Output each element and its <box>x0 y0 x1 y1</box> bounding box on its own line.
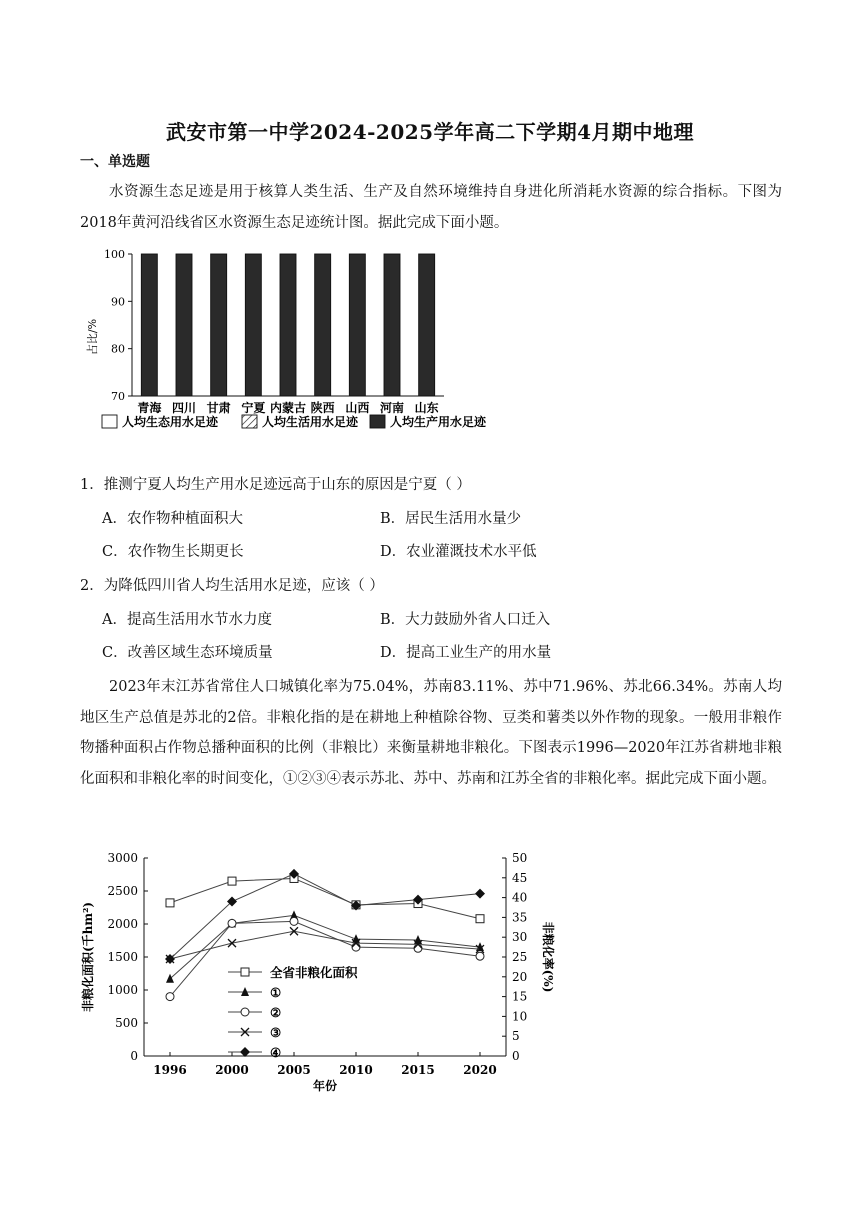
data-point <box>476 915 484 923</box>
question-2-option-c[interactable]: C．改善区域生态环境质量 <box>102 645 273 661</box>
question-2-option-b[interactable]: B．大力鼓励外省人口迁入 <box>380 612 551 628</box>
left-tick-label: 1500 <box>107 950 138 964</box>
data-point <box>166 899 174 907</box>
right-tick-label: 30 <box>512 930 528 945</box>
data-point <box>476 952 484 960</box>
legend-label: 全省非粮化面积 <box>270 965 358 980</box>
right-tick-label: 35 <box>512 910 528 925</box>
question-1-option-c[interactable]: C．农作物生长期更长 <box>102 544 244 560</box>
legend-label: ③ <box>270 1025 282 1040</box>
x-tick-label: 2000 <box>215 1063 249 1077</box>
x-tick-label: 内蒙古 <box>269 401 307 415</box>
bar-segment <box>280 254 296 396</box>
legend-label: ① <box>270 985 282 1000</box>
bar-segment <box>315 254 331 396</box>
x-tick-label: 2010 <box>339 1063 373 1077</box>
bar-segment <box>176 254 192 396</box>
bar-segment <box>245 254 261 396</box>
bar-segment <box>349 254 365 396</box>
question-2-option-d[interactable]: D．提高工业生产的用水量 <box>380 645 552 661</box>
question-1-option-a[interactable]: A．农作物种植面积大 <box>102 511 243 527</box>
x-tick-label: 2020 <box>463 1063 497 1077</box>
right-tick-label: 25 <box>512 950 528 964</box>
left-tick-label: 2500 <box>107 884 138 898</box>
section-heading: 一、单选题 <box>80 154 150 170</box>
data-point <box>475 889 485 899</box>
right-tick-label: 5 <box>512 1029 520 1044</box>
left-tick-label: 1000 <box>107 983 138 997</box>
x-tick-label: 甘肃 <box>206 401 231 415</box>
data-point <box>352 934 360 943</box>
right-axis-label: 非粮化率(%) <box>541 921 555 993</box>
data-point <box>352 943 360 951</box>
legend-label: 人均生活用水足迹 <box>262 415 359 429</box>
x-tick-label: 2015 <box>401 1063 435 1077</box>
left-tick-label: 3000 <box>107 851 138 865</box>
bar-segment <box>211 254 227 396</box>
data-point <box>414 944 422 952</box>
legend-marker <box>241 1008 249 1016</box>
x-tick-label: 四川 <box>171 401 197 415</box>
data-point <box>228 919 236 927</box>
right-tick-label: 50 <box>512 851 528 865</box>
question-1-stem: 1．推测宁夏人均生产用水足迹远高于山东的原因是宁夏（ ） <box>80 477 471 493</box>
y-tick-label: 90 <box>111 295 125 309</box>
question-1-option-d[interactable]: D．农业灌溉技术水平低 <box>380 544 537 560</box>
question-1-option-b[interactable]: B．居民生活用水量少 <box>380 511 522 527</box>
x-tick-label: 青海 <box>137 401 162 415</box>
x-tick-label: 山西 <box>345 401 370 415</box>
data-point <box>290 927 298 935</box>
data-point <box>166 974 174 983</box>
x-axis-label: 年份 <box>312 1079 338 1093</box>
legend-swatch <box>370 415 385 428</box>
bar-segment <box>141 254 157 396</box>
data-point <box>290 917 298 925</box>
x-tick-label: 1996 <box>153 1063 187 1077</box>
data-point <box>228 939 236 947</box>
right-tick-label: 15 <box>512 989 528 1004</box>
non-grain-line-chart <box>80 840 555 1102</box>
right-tick-label: 40 <box>512 890 528 905</box>
question-2-stem: 2．为降低四川省人均生活用水足迹，应该（ ） <box>80 578 384 594</box>
legend-label: ② <box>270 1005 282 1020</box>
question-2-option-a[interactable]: A．提高生活用水节水力度 <box>102 612 272 628</box>
legend-marker <box>241 968 249 976</box>
legend-label: 人均生态用水足迹 <box>122 415 219 429</box>
x-tick-label: 陕西 <box>310 401 335 415</box>
left-axis-label: 非粮化面积(千hm²) <box>81 901 95 1013</box>
series-line <box>170 921 480 996</box>
passage-1: 水资源生态足迹是用于核算人类生活、生产及自然环境维持自身进化所消耗水资源的综合指标。下图为2018年黄河沿线省区水资源生态足迹统计图。据此完成下面小题。 <box>80 184 782 231</box>
legend-label: ④ <box>270 1045 282 1060</box>
data-point <box>228 877 236 885</box>
x-tick-label: 宁夏 <box>241 401 266 415</box>
y-tick-label: 80 <box>111 342 125 356</box>
legend-label: 人均生产用水足迹 <box>390 415 487 429</box>
series-line <box>170 931 480 959</box>
left-tick-label: 0 <box>130 1049 138 1063</box>
right-tick-label: 45 <box>512 870 528 885</box>
y-tick-label: 100 <box>104 248 125 261</box>
left-tick-label: 500 <box>115 1016 138 1030</box>
legend-swatch <box>242 415 257 428</box>
right-tick-label: 20 <box>512 969 528 984</box>
x-tick-label: 2005 <box>277 1063 311 1077</box>
legend-swatch <box>102 415 117 428</box>
x-tick-label: 山东 <box>414 401 439 415</box>
bar-segment <box>419 254 435 396</box>
bar-segment <box>384 254 400 396</box>
water-footprint-bar-chart <box>80 240 520 450</box>
data-point <box>166 993 174 1001</box>
y-tick-label: 70 <box>111 390 125 403</box>
x-tick-label: 河南 <box>379 401 405 415</box>
right-tick-label: 0 <box>512 1049 520 1063</box>
y-axis-label: 占比/% <box>86 318 99 356</box>
right-tick-label: 10 <box>512 1009 528 1024</box>
page-title: 武安市第一中学2024-2025学年高二下学期4月期中地理 <box>165 120 695 144</box>
passage-2: 2023年末江苏省常住人口城镇化率为75.04%，苏南83.11%、苏中71.96%、苏北66.34%。苏南人均地区生产总值是苏北的2倍。非粮化指的是在耕地上种植除谷物、豆类和薯类以外作物的现象。一般用非粮作物播种面积占作物总播种面积的比例（非粮比）来衡量耕地非粮化。下图表示1996—2020年江苏省耕地非粮化面积和非粮化率的时间变化，①②③④表示苏北、苏中、苏南和江苏全省的非粮化率。据此完成下面小题。 <box>80 679 782 787</box>
left-tick-label: 2000 <box>107 917 138 931</box>
